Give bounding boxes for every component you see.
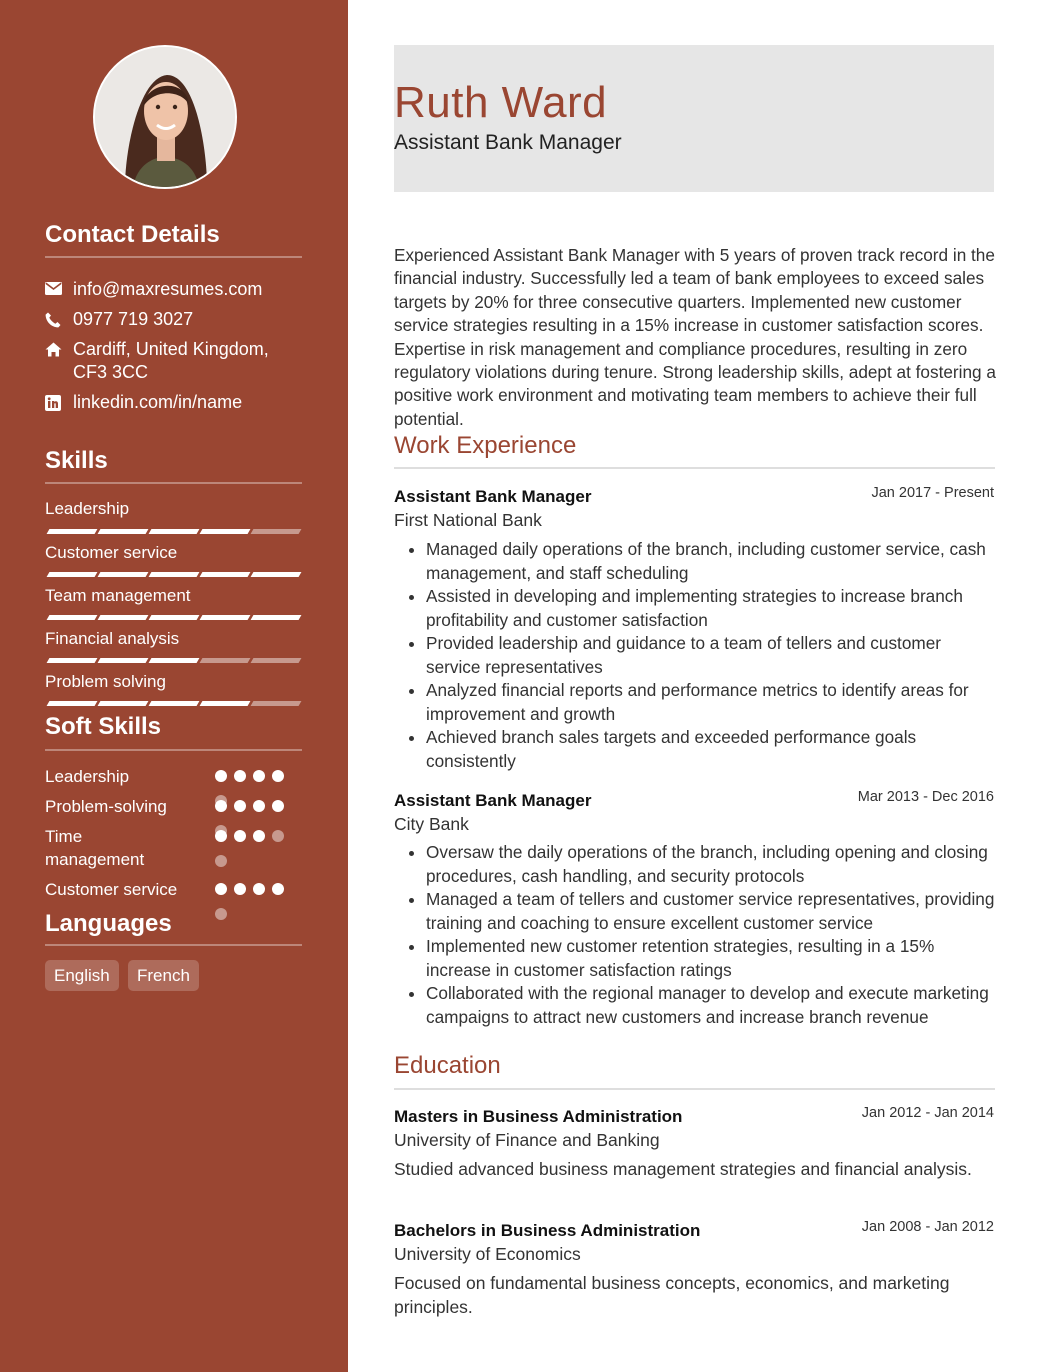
contact-address: [45, 338, 305, 384]
skill-level-segment: [149, 529, 200, 534]
address-line-2: CF3 3CC: [73, 362, 149, 382]
skill-level-segment: [98, 572, 149, 577]
skill-level-segment: [47, 572, 98, 577]
linkedin-text: linkedin.com/in/name: [73, 392, 243, 412]
skill-level-segment: [98, 701, 149, 706]
rating-dot: [253, 830, 265, 842]
school-name: University of Economics: [394, 1244, 581, 1264]
job-bullets: [394, 538, 1000, 773]
address-text: [73, 338, 269, 384]
sidebar: [0, 0, 348, 1372]
avatar-illustration: [95, 47, 235, 187]
skills-heading: Skills: [45, 447, 108, 474]
divider: [394, 467, 995, 469]
skill-bar: [45, 701, 303, 707]
education-description: Studied advanced business management strategies and financial analysis.: [394, 1159, 972, 1179]
divider: [45, 749, 302, 751]
divider: [45, 256, 302, 258]
job-title: Assistant Bank Manager: [394, 791, 592, 810]
rating-dot: [234, 830, 246, 842]
rating-dot: [234, 800, 246, 812]
rating-dot: [253, 770, 265, 782]
rating-dot: [215, 830, 227, 842]
skill-level-segment: [149, 615, 200, 620]
phone-icon: [45, 308, 73, 331]
skill-label: Leadership: [45, 499, 130, 518]
soft-skill-label: Customer service: [45, 880, 178, 899]
skill-level-segment: [251, 529, 302, 534]
candidate-title: Assistant Bank Manager: [394, 131, 622, 154]
contact-heading: Contact Details: [45, 221, 220, 248]
rating-dot: [215, 800, 227, 812]
summary: Experienced Assistant Bank Manager with 5 years of proven track record in the financial industry. Successfully led a team of bank employees to exceed sales targets by 20% for three consecutive quarters. Implemented new customer service strategies resulting in a 15% increase in customer satisfaction scores. Expertise in risk management and compliance procedures, resulting in zero regulatory violations during tenure. Strong leadership skills, adept at fostering a positive work environment and motivating team members to achieve their full potential.: [394, 245, 996, 429]
list-item: • Provided leadership and guidance to a team of tellers and customer service representatives: [426, 632, 1000, 679]
job-bullets: [394, 841, 1000, 1029]
education-heading: Education: [394, 1052, 501, 1079]
skill-bar: [45, 572, 303, 578]
skill-level-segment: [149, 658, 200, 663]
skill-level-segment: [98, 529, 149, 534]
skill-level-segment: [47, 529, 98, 534]
skill-bar: [45, 658, 303, 664]
list-item: • Collaborated with the regional manager to develop and execute marketing campaigns to attract new customers and increase branch revenue: [426, 982, 1000, 1029]
skill-label: Problem solving: [45, 672, 166, 691]
skill-level-segment: [251, 572, 302, 577]
divider: [394, 1088, 995, 1090]
list-item: • Achieved branch sales targets and exceeded performance goals consistently: [426, 726, 1000, 773]
soft-skills-heading: Soft Skills: [45, 713, 162, 740]
soft-skill-label: Time management: [45, 827, 145, 869]
language-chip: English: [45, 960, 119, 991]
skill-level-segment: [98, 658, 149, 663]
rating-dot: [253, 883, 265, 895]
skill-level-segment: [200, 615, 251, 620]
work-heading: Work Experience: [394, 432, 577, 459]
skill-level-segment: [47, 615, 98, 620]
languages-heading: Languages: [45, 910, 172, 937]
rating-dot: [272, 770, 284, 782]
email-text: info@maxresumes.com: [73, 279, 263, 299]
list-item: • Managed daily operations of the branch, including customer service, cash management, and staff scheduling: [426, 538, 1000, 585]
skill-bar: [45, 615, 303, 621]
address-line-1: Cardiff, United Kingdom,: [73, 339, 269, 359]
degree-title: Bachelors in Business Administration: [394, 1221, 701, 1240]
candidate-name: Ruth Ward: [394, 78, 608, 127]
soft-skill-label: Problem-solving: [45, 797, 167, 816]
skill-level-segment: [251, 615, 302, 620]
avatar: [93, 45, 237, 189]
home-icon: [45, 338, 73, 384]
rating-dot: [215, 855, 227, 867]
education-description: Focused on fundamental business concepts, economics, and marketing principles.: [394, 1273, 950, 1317]
envelope-icon: [45, 278, 73, 301]
rating-dot: [234, 770, 246, 782]
skill-level-segment: [251, 658, 302, 663]
skill-level-segment: [200, 701, 251, 706]
job-employer: City Bank: [394, 814, 469, 834]
list-item: • Oversaw the daily operations of the branch, including opening and closing procedures, cash handling, and security protocols: [426, 841, 1000, 888]
skill-level-segment: [200, 529, 251, 534]
job-dates: Mar 2013 - Dec 2016: [857, 789, 994, 805]
skill-bar: [45, 529, 303, 535]
contact-phone[interactable]: [45, 308, 305, 331]
phone-text: 0977 719 3027: [73, 309, 194, 329]
language-chip: French: [128, 960, 199, 991]
soft-skill-label: Leadership: [45, 767, 130, 786]
skill-level-segment: [200, 572, 251, 577]
skill-level-segment: [251, 701, 302, 706]
contact-email[interactable]: [45, 278, 305, 301]
skill-level-segment: [149, 572, 200, 577]
skill-level-segment: [200, 658, 251, 663]
skill-label: Financial analysis: [45, 629, 180, 648]
list-item: • Managed a team of tellers and customer service representatives, providing training and coaching to ensure excellent customer service: [426, 888, 1000, 935]
divider: [45, 944, 302, 946]
skill-label: Customer service: [45, 543, 178, 562]
contact-linkedin[interactable]: [45, 391, 305, 414]
list-item: • Implemented new customer retention strategies, resulting in a 15% increase in customer satisfaction ratings: [426, 935, 1000, 982]
job-title: Assistant Bank Manager: [394, 487, 592, 506]
skill-level-segment: [47, 701, 98, 706]
degree-title: Masters in Business Administration: [394, 1107, 683, 1126]
job-dates: Jan 2017 - Present: [871, 485, 994, 501]
education-dates: Jan 2008 - Jan 2012: [861, 1219, 994, 1235]
skill-level-segment: [149, 701, 200, 706]
job-employer: First National Bank: [394, 510, 542, 530]
rating-dot: [215, 908, 227, 920]
rating-dot: [215, 883, 227, 895]
list-item: • Analyzed financial reports and performance metrics to identify areas for improvement and growth: [426, 679, 1000, 726]
skill-level-segment: [47, 658, 98, 663]
skill-level-segment: [98, 615, 149, 620]
rating-dot: [272, 830, 284, 842]
school-name: University of Finance and Banking: [394, 1130, 660, 1150]
linkedin-icon: [45, 391, 73, 414]
rating-dot: [272, 883, 284, 895]
rating-dot: [253, 800, 265, 812]
divider: [45, 482, 302, 484]
rating-dot: [215, 770, 227, 782]
rating-dot: [234, 883, 246, 895]
list-item: • Assisted in developing and implementing strategies to increase branch profitability and customer satisfaction: [426, 585, 1000, 632]
rating-dot: [272, 800, 284, 812]
skill-label: Team management: [45, 586, 191, 605]
education-dates: Jan 2012 - Jan 2014: [861, 1105, 994, 1121]
